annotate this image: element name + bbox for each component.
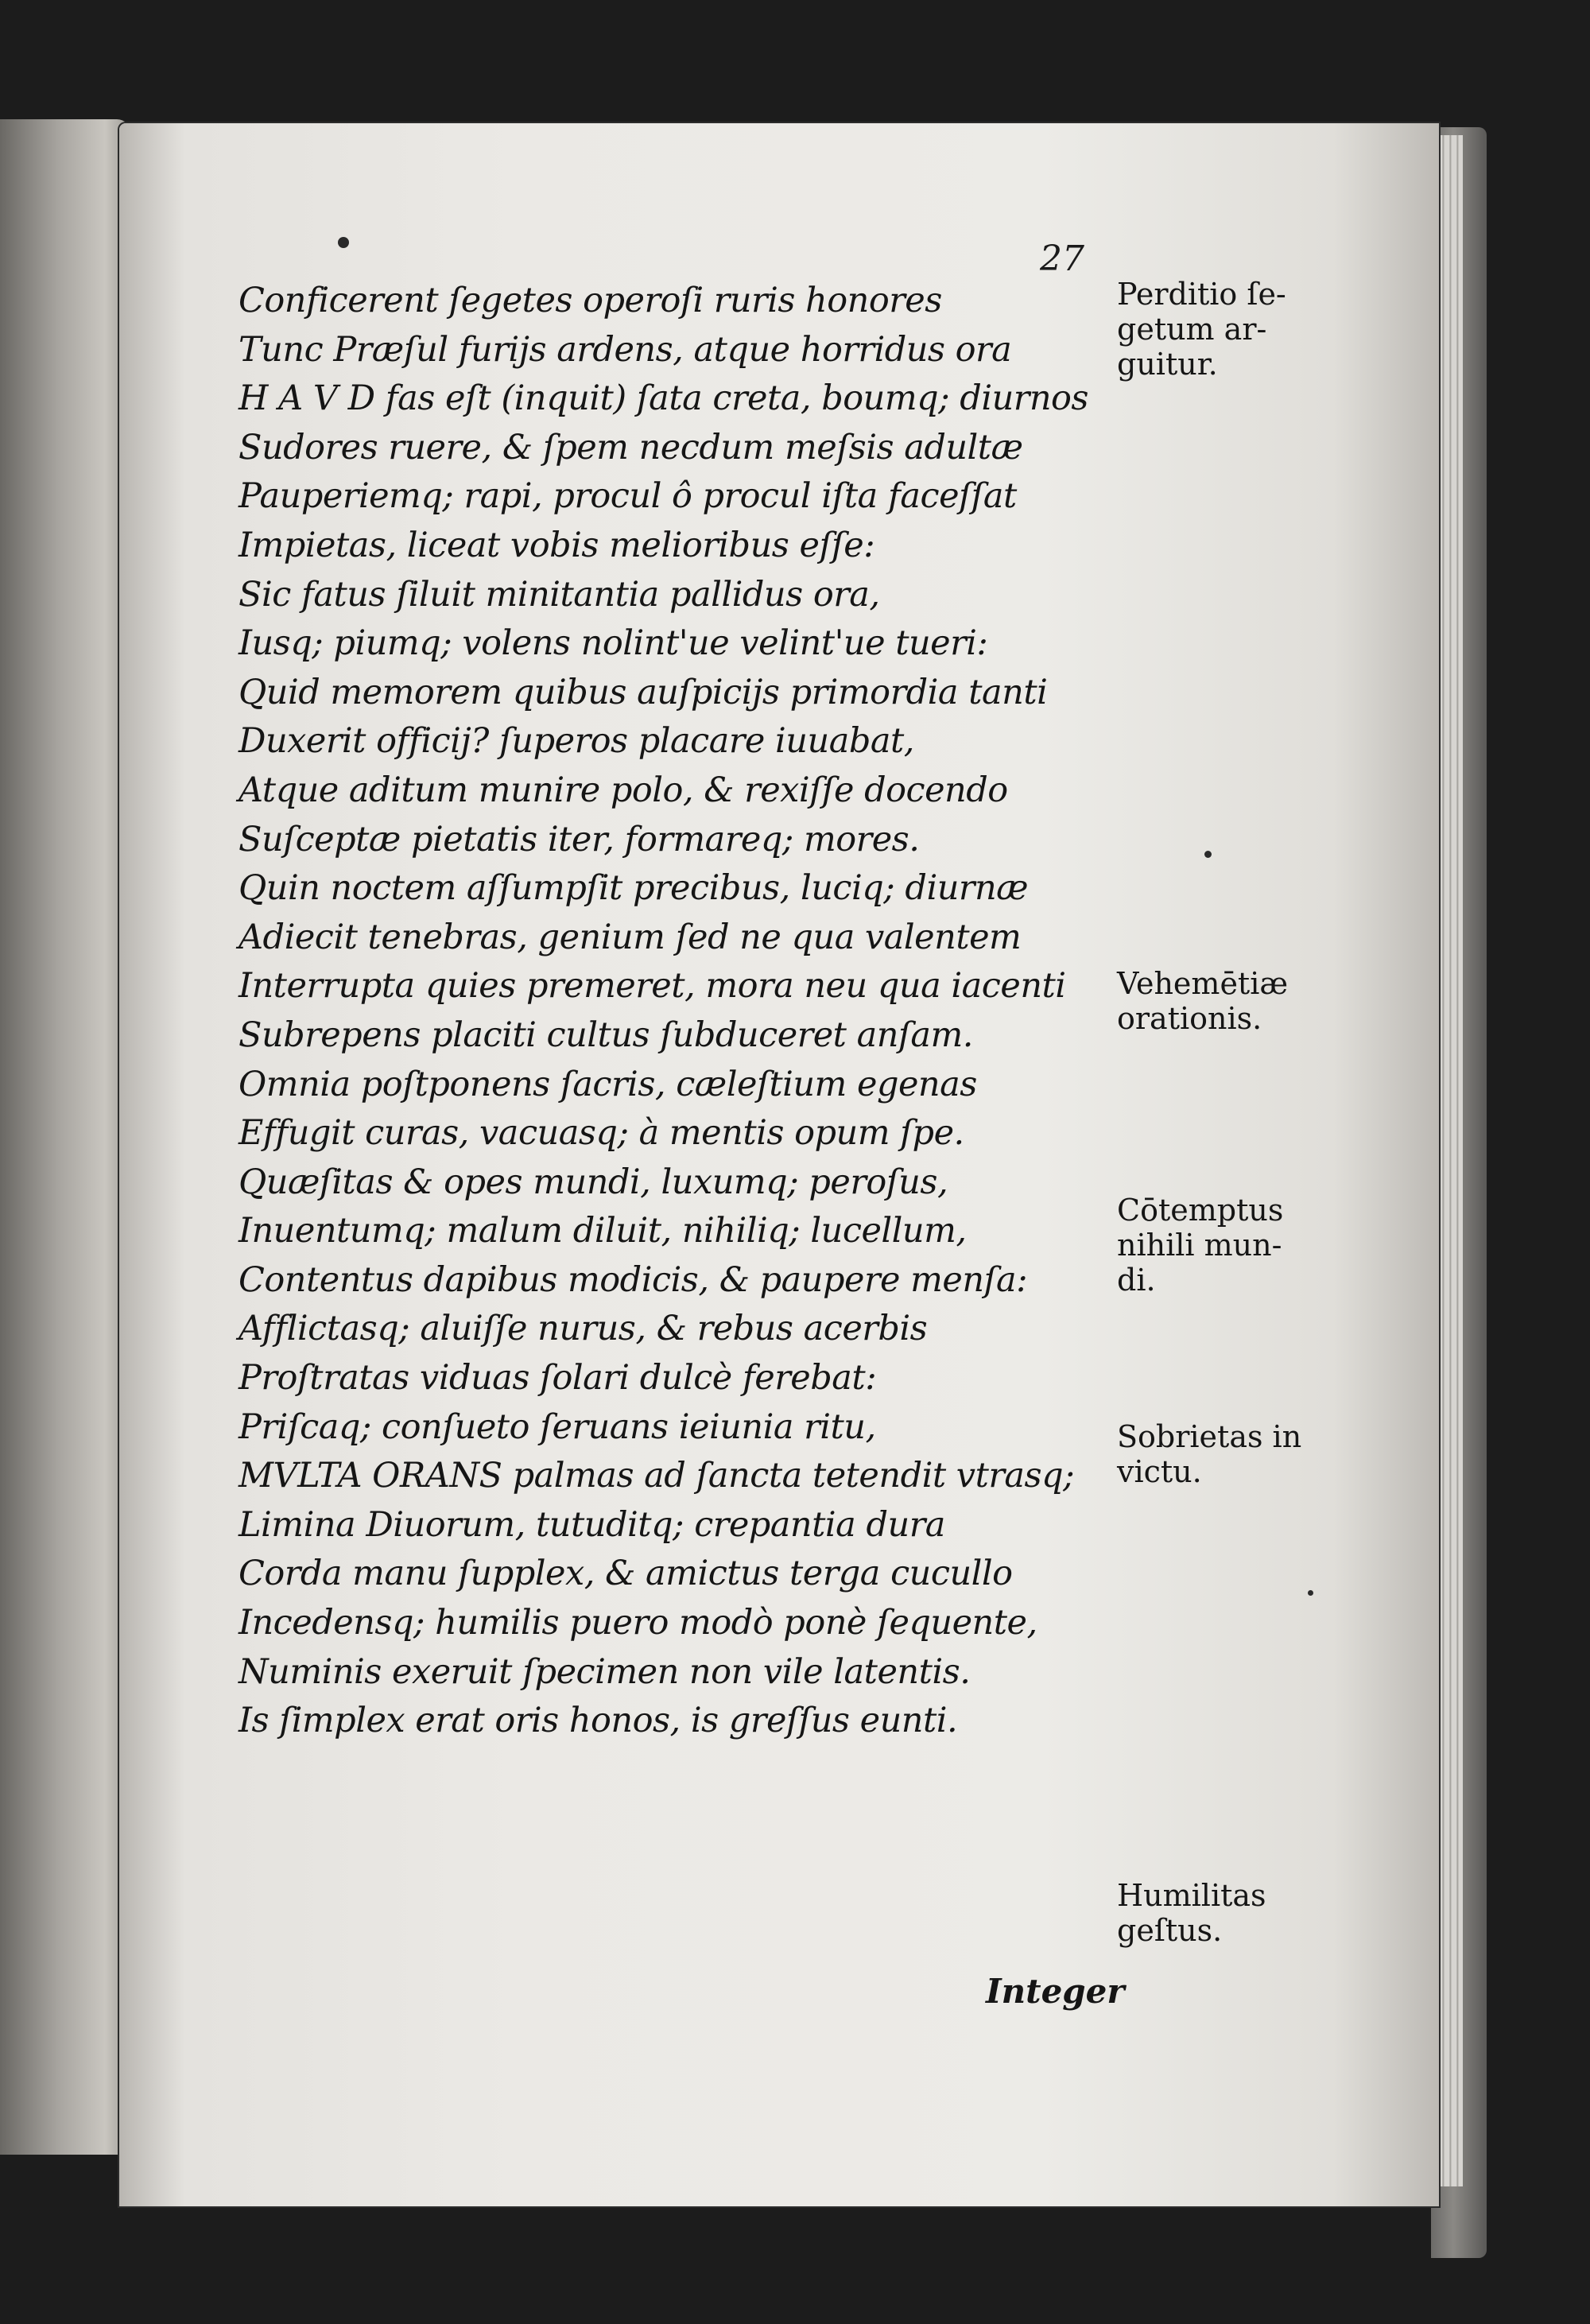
verse-line: Effugit curas, vacuasq; à mentis opum ſpe.	[238, 1113, 964, 1154]
margin-note-line: Humilitas	[1117, 1878, 1266, 1913]
verse-line: H A V D fas eſt (inquit) ſata creta, boumq; diurnos	[238, 378, 1088, 419]
verse-line: Omnia poſtponens ſacris, cæleſtium egenas	[238, 1064, 977, 1104]
verse-line: Quin noctem aſſumpſit precibus, luciq; diurnæ	[238, 868, 1029, 909]
verse-line: Proſtratas viduas ſolari dulcè ferebat:	[238, 1358, 877, 1399]
verse-line: Is ſimplex erat oris honos, is greſſus eunti.	[238, 1701, 958, 1741]
margin-note-line: Sobrietas in	[1117, 1419, 1302, 1454]
margin-note-line: Vehemētiæ	[1117, 966, 1289, 1001]
margin-note-line: Perditio ſe-	[1117, 277, 1286, 312]
margin-note-perditio	[1117, 277, 1324, 382]
verse-line: Afflictasq; aluiſſe nurus, & rebus acerbis	[238, 1309, 928, 1349]
margin-note-line: getum ar-	[1117, 312, 1267, 347]
verse-line: Tunc Præſul furijs ardens, atque horridus ora	[238, 329, 1012, 370]
margin-note-vehementia	[1117, 966, 1324, 1036]
verse-line: Subrepens placiti cultus ſubduceret anſam.	[238, 1015, 973, 1055]
ink-speck	[338, 237, 349, 248]
verse-line: Inuentumq; malum diluit, nihiliq; lucellum,	[238, 1211, 967, 1251]
verse-line: Quid memorem quibus auſpicijs primordia tanti	[238, 672, 1048, 712]
verse-line: Interrupta quies premeret, mora neu qua iacenti	[238, 966, 1066, 1007]
margin-note-humilitas	[1117, 1878, 1324, 1948]
margin-note-sobrietas	[1117, 1419, 1324, 1489]
verse-line: Contentus dapibus modicis, & paupere menſa:	[238, 1259, 1028, 1300]
ink-speck	[1308, 1590, 1313, 1596]
verse-line: Corda manu ſupplex, & amictus terga cucullo	[238, 1554, 1013, 1594]
verse-line: Limina Diuorum, tutuditq; crepantia dura	[238, 1504, 945, 1545]
margin-note-line: victu.	[1117, 1454, 1202, 1489]
margin-note-line: guitur.	[1117, 347, 1218, 382]
verse-line: Iusq; piumq; volens nolint'ue velint'ue tueri:	[238, 623, 988, 664]
verse-line: MVLTA ORANS palmas ad ſancta tetendit vtrasq;	[238, 1456, 1075, 1496]
margin-note-line: nihili mun-	[1117, 1228, 1282, 1263]
verse-line: Sudores ruere, & ſpem necdum meſsis adultæ	[238, 427, 1023, 468]
verse-line: Numinis exeruit ſpecimen non vile latentis.	[238, 1651, 971, 1692]
verse-line: Adiecit tenebras, genium ſed ne qua valentem	[238, 917, 1022, 957]
verse-line: Sic fatus ſiluit minitantia pallidus ora,	[238, 574, 880, 615]
verse-line: Priſcaq; conſueto ſeruans ieiunia ritu,	[238, 1406, 876, 1447]
verse-line: Pauperiemq; rapi, procul ô procul iſta faceſſat	[238, 476, 1017, 517]
verse-line: Suſceptæ pietatis iter, formareq; mores.	[238, 819, 920, 859]
facing-page-edge	[0, 119, 131, 2155]
margin-note-line: di.	[1117, 1263, 1156, 1298]
margin-note-line: geſtus.	[1117, 1913, 1223, 1948]
margin-note-contemptus	[1117, 1193, 1324, 1298]
margin-note-line: orationis.	[1117, 1001, 1262, 1036]
catchword: Integer	[986, 1972, 1125, 2011]
verse-block	[238, 277, 1129, 1746]
verse-line: Conficerent ſegetes operoſi ruris honores	[238, 281, 942, 320]
verse-line: Impietas, liceat vobis melioribus eſſe:	[238, 525, 875, 565]
verse-line: Incedensq; humilis puero modò ponè ſequente,	[238, 1603, 1037, 1643]
verse-line: Atque aditum munire polo, & rexiſſe docendo	[238, 770, 1008, 810]
verse-line: Quæſitas & opes mundi, luxumq; peroſus,	[238, 1162, 948, 1202]
page-number: 27	[1040, 239, 1084, 279]
margin-note-line: Cōtemptus	[1117, 1193, 1284, 1228]
verse-line: Duxerit officij? ſuperos placare iuuabat,	[238, 721, 914, 762]
ink-speck	[1204, 851, 1212, 858]
